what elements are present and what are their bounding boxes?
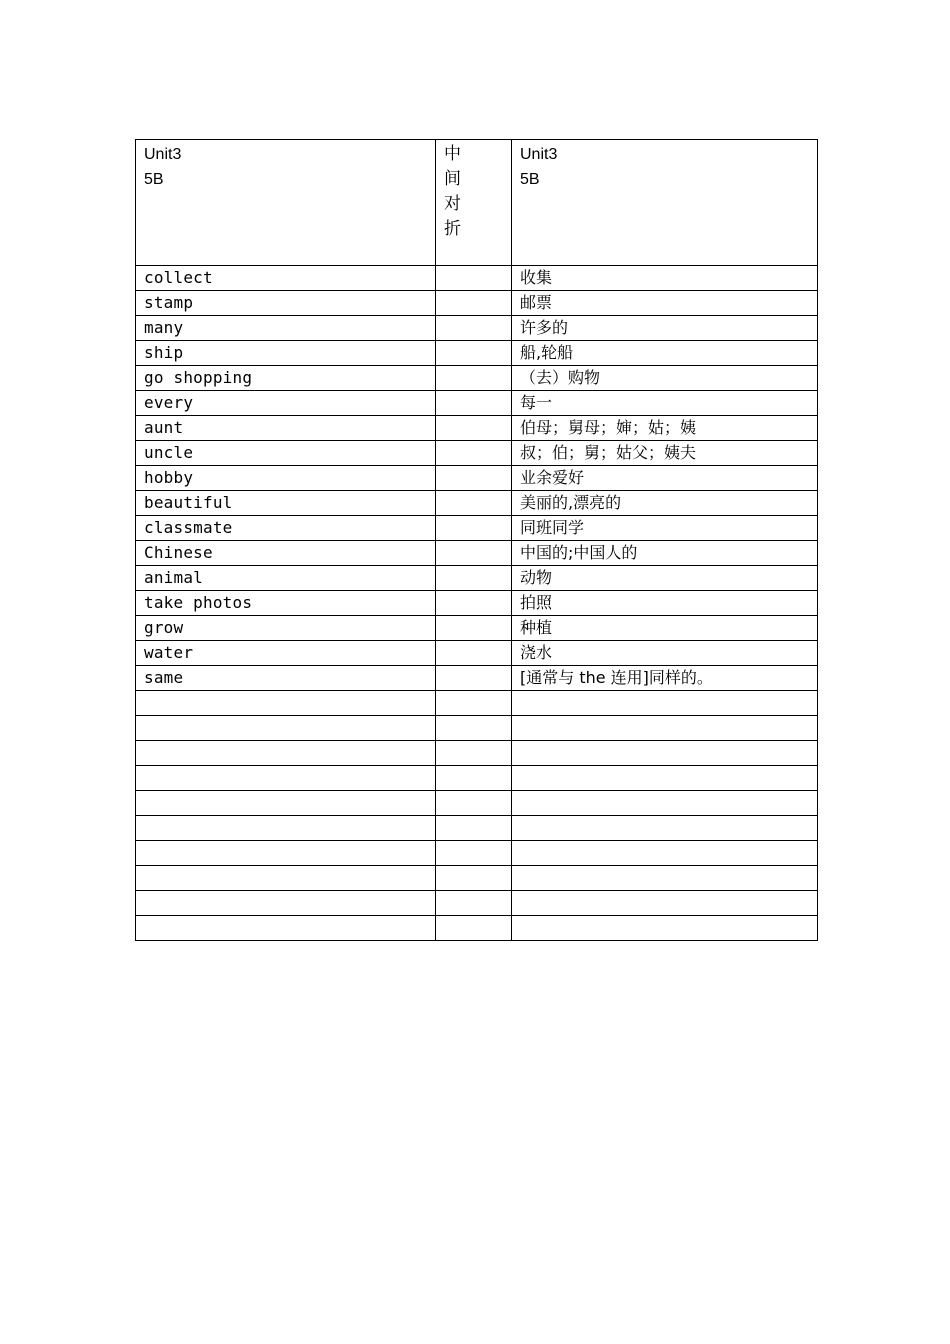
table-row (136, 816, 818, 841)
chinese-meaning-cell: 叔；伯；舅；姑父；姨夫 (512, 441, 818, 466)
table-row (136, 466, 818, 491)
english-word-cell: ship (136, 341, 436, 366)
chinese-meaning-cell: 船,轮船 (512, 341, 818, 366)
english-word-cell (136, 741, 436, 766)
english-word-cell (136, 891, 436, 916)
chinese-meaning-cell (512, 866, 818, 891)
chinese-meaning-cell: 许多的 (512, 316, 818, 341)
fold-column-cell (436, 341, 512, 366)
header-right-cell (512, 140, 818, 266)
fold-column-cell (436, 266, 512, 291)
chinese-meaning-cell (512, 816, 818, 841)
english-word-cell (136, 916, 436, 941)
fold-column-cell (436, 616, 512, 641)
chinese-meaning-cell (512, 891, 818, 916)
table-row (136, 566, 818, 591)
fold-column-cell (436, 716, 512, 741)
table-row (136, 741, 818, 766)
english-word-cell: hobby (136, 466, 436, 491)
fold-column-cell (436, 891, 512, 916)
table-row (136, 791, 818, 816)
chinese-meaning-cell: 业余爱好 (512, 466, 818, 491)
english-word-cell: classmate (136, 516, 436, 541)
english-word-cell: many (136, 316, 436, 341)
english-word-cell: Chinese (136, 541, 436, 566)
english-word-cell: uncle (136, 441, 436, 466)
fold-column-cell (436, 516, 512, 541)
fold-column-cell (436, 491, 512, 516)
fold-column-cell (436, 466, 512, 491)
fold-column-cell (436, 391, 512, 416)
fold-char: 对 (444, 194, 461, 214)
table-row (136, 391, 818, 416)
fold-column-cell (436, 366, 512, 391)
fold-column-cell (436, 566, 512, 591)
table-row (136, 591, 818, 616)
header-left-book: 5B (144, 171, 164, 188)
chinese-meaning-cell (512, 716, 818, 741)
fold-column-cell (436, 641, 512, 666)
table-row (136, 366, 818, 391)
chinese-meaning-cell: 伯母；舅母；婶；姑；姨 (512, 416, 818, 441)
chinese-meaning-cell: （去）购物 (512, 366, 818, 391)
fold-column-cell (436, 541, 512, 566)
table-row (136, 266, 818, 291)
table-row (136, 291, 818, 316)
table-row (136, 316, 818, 341)
table-row (136, 891, 818, 916)
fold-column-cell (436, 916, 512, 941)
fold-column-cell (436, 691, 512, 716)
chinese-meaning-cell (512, 841, 818, 866)
english-word-cell (136, 816, 436, 841)
fold-column-cell (436, 416, 512, 441)
chinese-meaning-cell: 邮票 (512, 291, 818, 316)
chinese-meaning-cell: 同班同学 (512, 516, 818, 541)
chinese-meaning-cell (512, 691, 818, 716)
fold-column-cell (436, 666, 512, 691)
header-fold-cell (436, 140, 512, 266)
english-word-cell (136, 716, 436, 741)
english-word-cell (136, 841, 436, 866)
english-word-cell (136, 866, 436, 891)
english-word-cell: collect (136, 266, 436, 291)
fold-column-cell (436, 441, 512, 466)
header-left-cell (136, 140, 436, 266)
english-word-cell: take photos (136, 591, 436, 616)
fold-char: 折 (444, 219, 461, 239)
english-word-cell (136, 791, 436, 816)
fold-char: 间 (444, 169, 461, 189)
fold-column-cell (436, 766, 512, 791)
table-row (136, 541, 818, 566)
table-row (136, 641, 818, 666)
chinese-meaning-cell (512, 741, 818, 766)
header-left-unit: Unit3 (144, 146, 182, 163)
header-right-unit: Unit3 (520, 146, 558, 163)
english-word-cell: same (136, 666, 436, 691)
english-word-cell: aunt (136, 416, 436, 441)
vocabulary-table (135, 139, 818, 941)
table-header-row (136, 140, 818, 266)
table-row (136, 416, 818, 441)
fold-column-cell (436, 841, 512, 866)
chinese-meaning-cell: 种植 (512, 616, 818, 641)
table-row (136, 491, 818, 516)
chinese-meaning-cell (512, 916, 818, 941)
english-word-cell (136, 766, 436, 791)
chinese-meaning-cell: 浇水 (512, 641, 818, 666)
chinese-meaning-cell: 美丽的,漂亮的 (512, 491, 818, 516)
chinese-meaning-cell (512, 766, 818, 791)
chinese-meaning-cell: [通常与 the 连用]同样的。 (512, 666, 818, 691)
fold-column-cell (436, 816, 512, 841)
table-row (136, 866, 818, 891)
table-row (136, 516, 818, 541)
table-row (136, 766, 818, 791)
chinese-meaning-cell (512, 791, 818, 816)
table-row (136, 341, 818, 366)
table-row (136, 691, 818, 716)
table-row (136, 666, 818, 691)
english-word-cell: every (136, 391, 436, 416)
chinese-meaning-cell: 拍照 (512, 591, 818, 616)
english-word-cell: beautiful (136, 491, 436, 516)
fold-column-cell (436, 316, 512, 341)
english-word-cell: stamp (136, 291, 436, 316)
header-right-book: 5B (520, 171, 540, 188)
english-word-cell (136, 691, 436, 716)
table-row (136, 441, 818, 466)
english-word-cell: go shopping (136, 366, 436, 391)
table-row (136, 916, 818, 941)
chinese-meaning-cell: 收集 (512, 266, 818, 291)
table-row (136, 716, 818, 741)
english-word-cell: grow (136, 616, 436, 641)
chinese-meaning-cell: 动物 (512, 566, 818, 591)
fold-column-cell (436, 741, 512, 766)
fold-char: 中 (444, 144, 461, 164)
fold-column-cell (436, 866, 512, 891)
vocabulary-table-body (136, 140, 818, 941)
english-word-cell: animal (136, 566, 436, 591)
chinese-meaning-cell: 中国的;中国人的 (512, 541, 818, 566)
table-row (136, 841, 818, 866)
english-word-cell: water (136, 641, 436, 666)
chinese-meaning-cell: 每一 (512, 391, 818, 416)
fold-column-cell (436, 291, 512, 316)
fold-column-cell (436, 591, 512, 616)
table-row (136, 616, 818, 641)
fold-column-cell (436, 791, 512, 816)
